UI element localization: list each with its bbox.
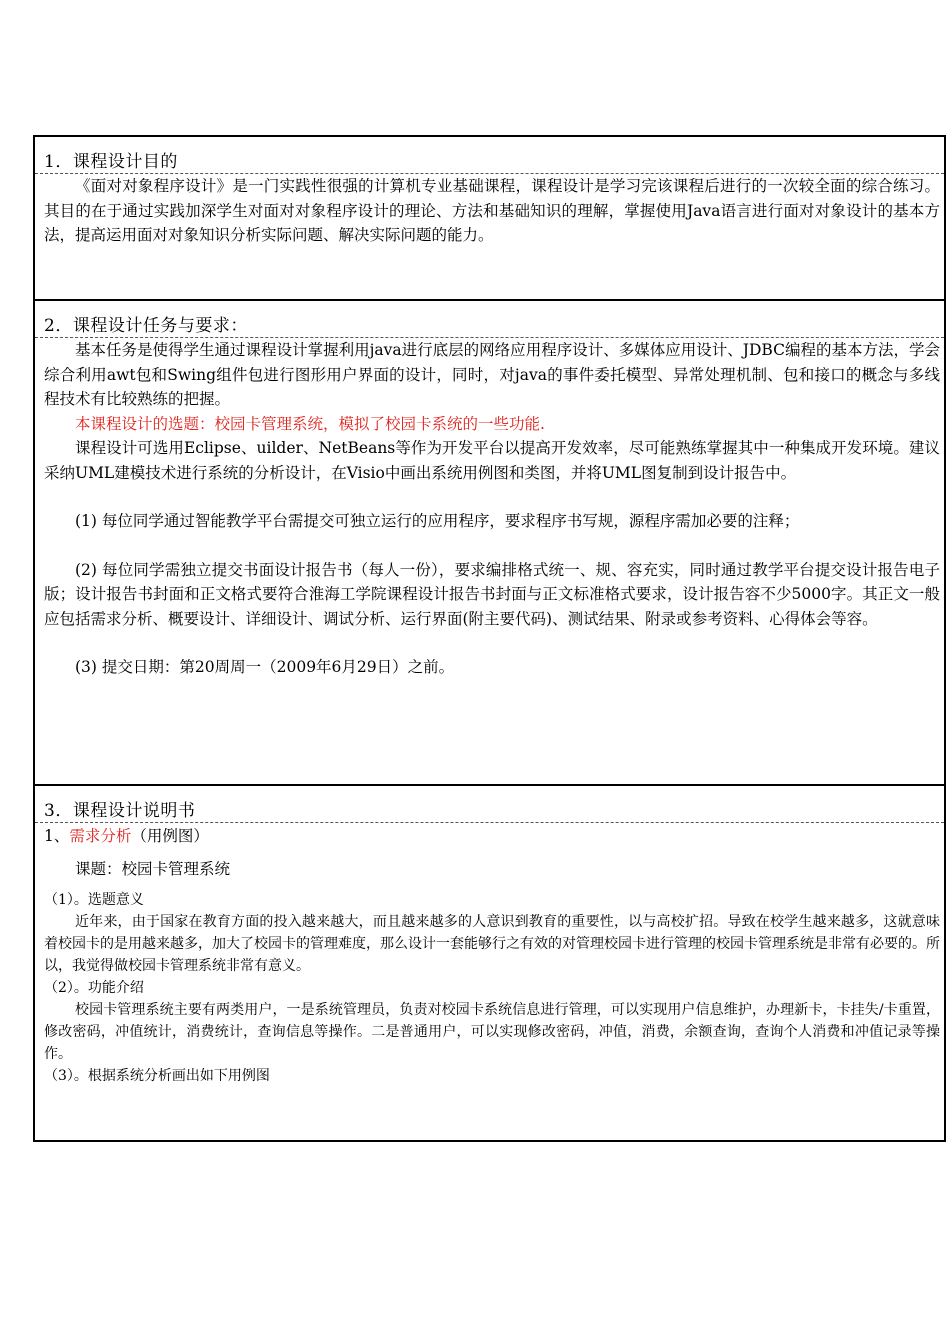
subsection-number: 1、 [44, 827, 70, 845]
requirement-2: (2) 每位同学需独立提交书面设计报告书（每人一份），要求编排格式统一、规、容充实，同时通过教学平台提交设计报告电子版；设计报告书封面和正文格式要符合淮海工学院课程设计报告书封面与正文标准格式要求，设计报告容不少5000字。其正文一般应包括需求分析、概要设计、详细设计、调试分析、运行界面(附主要代码)、测试结果、附录或参考资料、心得体会等容。 [44, 560, 940, 628]
platform-paragraph: 课程设计可选用Eclipse、uilder、NetBeans等作为开发平台以提高开发效率，尽可能熟练掌握其中一种集成开发环境。建议采纳UML建模技术进行系统的分析设计，在Visio中画出系统用例图和类图，并将UML图复制到设计报告中。 [44, 439, 940, 482]
section-body [35, 174, 944, 248]
section-body [35, 338, 944, 680]
functions-paragraph: 校园卡管理系统主要有两类用户，一是系统管理员，负责对校园卡系统信息进行管理，可以实现用户信息维护，办理新卡，卡挂失/卡重置，修改密码，冲值统计，消费统计，查询信息等操作。二是普通用户，可以实现修改密码，冲值，消费，余额查询，查询个人消费和冲值记录等操作。 [44, 1002, 940, 1062]
topic-title: 课题：校园卡管理系统 [75, 860, 231, 878]
heading-use-case: （3）。根据系统分析画出如下用例图 [44, 1068, 270, 1084]
requirement-1: (1) 每位同学通过智能教学平台需提交可独立运行的应用程序，要求程序书写规，源程序需加必要的注释； [75, 512, 800, 530]
heading-significance: （1）。选题意义 [44, 892, 144, 908]
section-tasks [35, 301, 944, 786]
significance-paragraph: 近年来，由于国家在教育方面的投入越来越大，而且越来越多的人意识到教育的重要性，以与高校扩招。导致在校学生越来越多，这就意味着校园卡的是用越来越多，加大了校园卡的管理难度，那么设计一套能够行之有效的对管理校园卡进行管理的校园卡管理系统是非常有必要的。所以，我觉得做校园卡管理系统非常有意义。 [44, 914, 940, 974]
document-table [33, 135, 946, 1142]
section-title: 1．课程设计目的 [35, 137, 944, 174]
requirement-3: (3) 提交日期：第20周周一（2009年6月29日）之前。 [75, 658, 455, 676]
section-specification [35, 786, 944, 1140]
section-title: 3．课程设计说明书 [35, 786, 944, 823]
subsection-suffix: （用例图） [131, 827, 209, 845]
purpose-paragraph: 《面对对象程序设计》是一门实践性很强的计算机专业基础课程，课程设计是学习完该课程后进行的一次较全面的综合练习。其目的在于通过实践加深学生对面对对象程序设计的理论、方法和基础知识的理解，掌握使用Java语言进行面对对象设计的基本方法，提高运用面对对象知识分析实际问题、解决实际问题的能力。 [44, 177, 940, 244]
section-title: 2．课程设计任务与要求： [35, 301, 944, 338]
basic-task-paragraph: 基本任务是使得学生通过课程设计掌握利用java进行底层的网络应用程序设计、多媒体应用设计、JDBC编程的基本方法，学会综合利用awt包和Swing组件包进行图形用户界面的设计，同时，对java的事件委托模型、异常处理机制、包和接口的概念与多线程技术有比较熟练的把握。 [44, 341, 940, 408]
section-body [35, 823, 944, 1087]
requirements-analysis-label: 需求分析 [69, 827, 132, 845]
heading-functions: （2）。功能介绍 [44, 980, 144, 996]
section-purpose [35, 137, 944, 301]
topic-selection-text: 本课程设计的选题：校园卡管理系统，模拟了校园卡系统的一些功能. [75, 414, 545, 433]
subsection-heading [44, 823, 940, 849]
